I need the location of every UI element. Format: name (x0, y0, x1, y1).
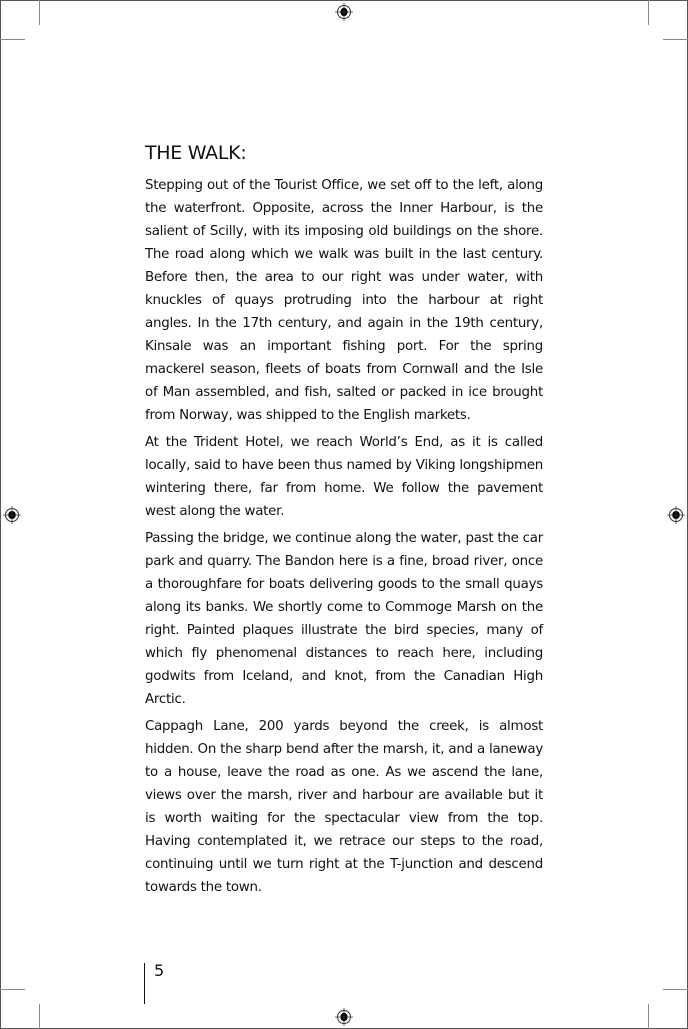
crop-mark-left-top (0, 39, 25, 40)
crop-mark-right-bottom (663, 989, 688, 990)
crop-mark-bottom-right (648, 1004, 649, 1029)
registration-mark-icon (667, 506, 685, 524)
section-heading: THE WALK: (145, 142, 247, 164)
crop-mark-bottom-left (39, 1004, 40, 1029)
crop-mark-top-left (39, 0, 40, 25)
crop-mark-left-bottom (0, 989, 25, 990)
crop-mark-right-top (663, 39, 688, 40)
registration-mark-icon (335, 3, 353, 21)
page-number: 5 (154, 961, 165, 980)
paragraph: Stepping out of the Tourist Office, we set off to the left, along the waterfront. Opposite, across the Inner Harbour, is the salient of Scilly, with its imposing old buildings on the shore. The road along which we walk was built in the last century. Before then, the area to our right was under water, with knuckles of quays protruding into the harbour at right angles. In the 17th century, and again in the 19th century, Kinsale was an important fishing port. For the spring mackerel season, fleets of boats from Cornwall and the Isle of Man assembled, and fish, salted or packed in ice brought from Norway, was shipped to the English markets. (145, 178, 543, 423)
page-content (145, 141, 543, 903)
crop-mark-top-right (648, 0, 649, 25)
paragraph: At the Trident Hotel, we reach World’s End, as it is called locally, said to have been thus named by Viking longshipmen wintering there, far from home. We follow the pavement west along the water. (145, 435, 543, 519)
paragraph: Cappagh Lane, 200 yards beyond the creek, is almost hidden. On the sharp bend after the marsh, it, and a laneway to a house, leave the road as one. As we ascend the lane, views over the marsh, river and harbour are available but it is worth waiting for the spectacular view from the top. Having contemplated it, we retrace our steps to the road, continuing until we turn right at the T-junction and descend towards the town. (145, 719, 543, 895)
paragraph: Passing the bridge, we continue along the water, past the car park and quarry. The Bandon here is a fine, broad river, once a thoroughfare for boats delivering goods to the small quays along its banks. We shortly come to Commoge Marsh on the right. Painted plaques illustrate the bird species, many of which fly phenomenal distances to reach here, including godwits from Iceland, and knot, from the Canadian High Arctic. (145, 531, 543, 707)
folio-rule (144, 963, 145, 1004)
registration-mark-icon (335, 1008, 353, 1026)
registration-mark-icon (3, 506, 21, 524)
